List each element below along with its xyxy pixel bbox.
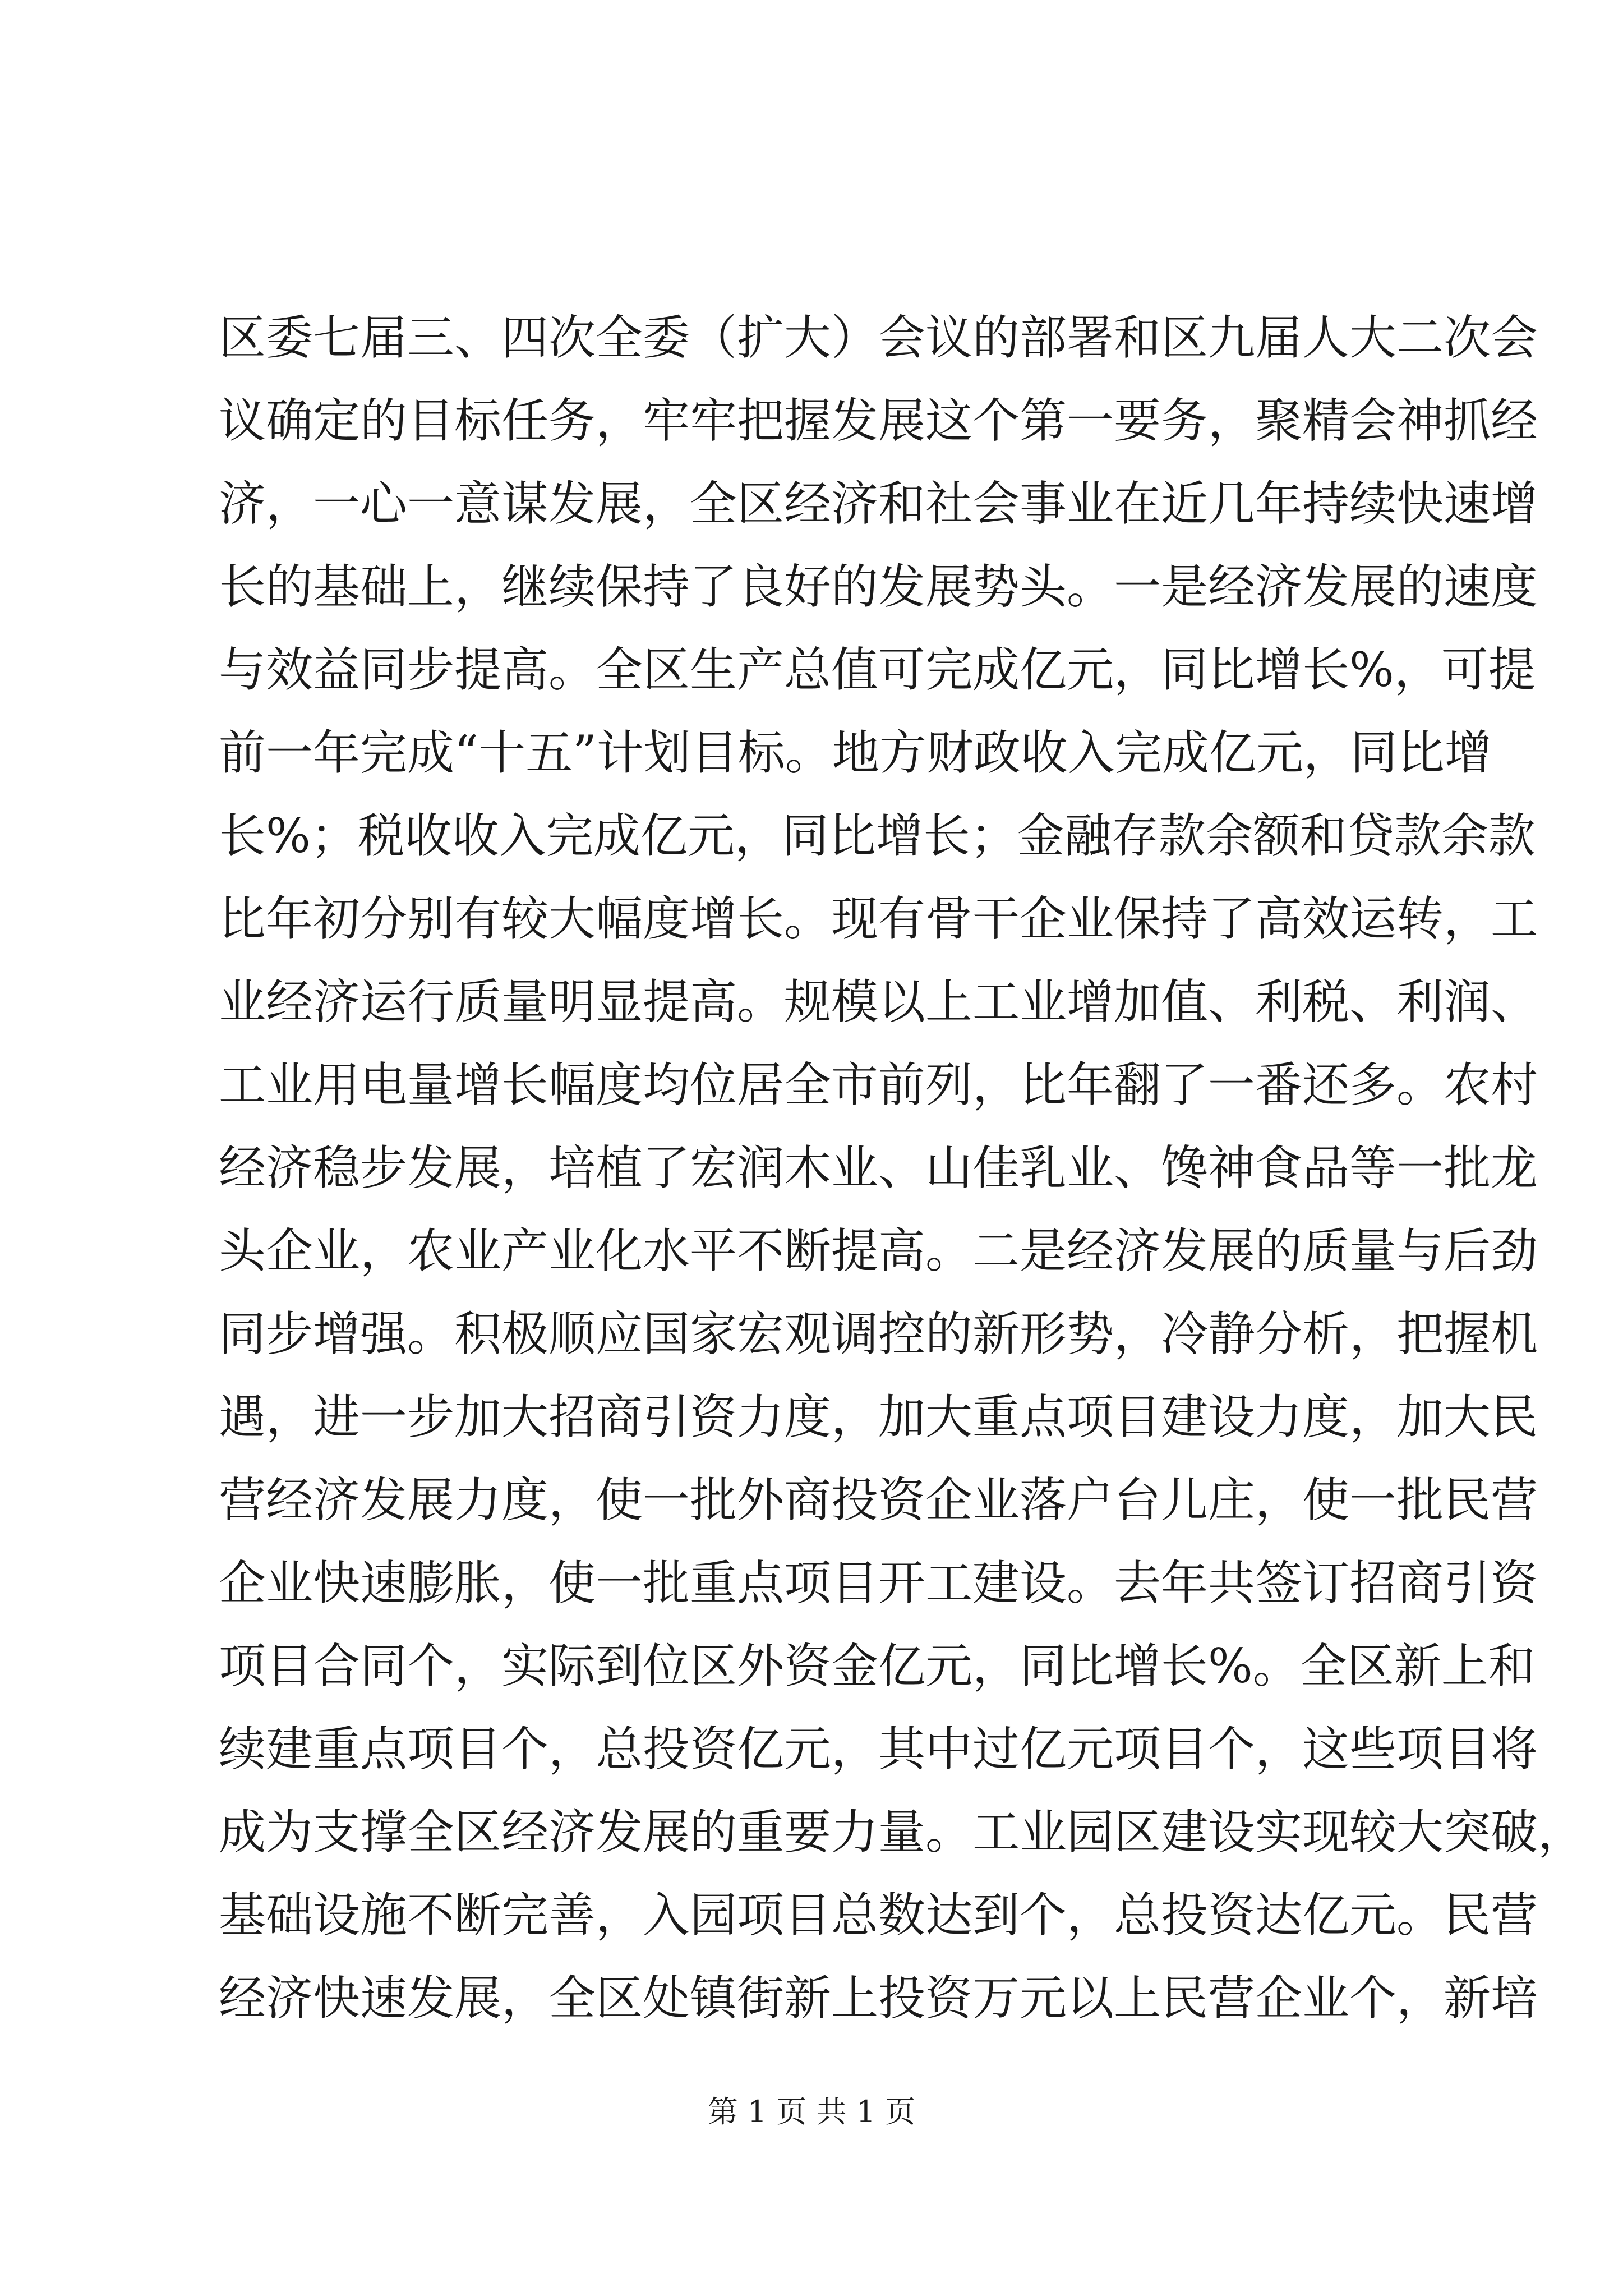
text-line: 经济快速发展，全区处镇街新上投资万元以上民营企业个，新培 bbox=[219, 1971, 1538, 2026]
text-line: 同步增强。积极顺应国家宏观调控的新形势，冷静分析，把握机 bbox=[219, 1306, 1538, 1361]
text-line: 工业用电量增长幅度均位居全市前列，比年翻了一番还多。农村 bbox=[219, 1057, 1538, 1112]
text-line: 长%；税收收入完成亿元，同比增长；金融存款余额和贷款余款 bbox=[219, 808, 1536, 863]
text-line: 议确定的目标任务，牢牢把握发展这个第一要务，聚精会神抓经 bbox=[219, 393, 1538, 448]
text-line: 营经济发展力度，使一批外商投资企业落户台儿庄，使一批民营 bbox=[219, 1473, 1538, 1527]
text-line: 与效益同步提高。全区生产总值可完成亿元，同比增长%，可提 bbox=[219, 642, 1536, 697]
body-text bbox=[219, 296, 1585, 2040]
text-line: 头企业，农业产业化水平不断提高。二是经济发展的质量与后劲 bbox=[219, 1223, 1538, 1278]
text-line: 企业快速膨胀，使一批重点项目开工建设。去年共签订招商引资 bbox=[219, 1556, 1538, 1611]
text-line: 项目合同个，实际到位区外资金亿元，同比增长%。全区新上和 bbox=[219, 1639, 1536, 1694]
text-line: 业经济运行质量明显提高。规模以上工业增加值、利税、利润、 bbox=[219, 974, 1538, 1029]
text-line: 基础设施不断完善，入园项目总数达到个，总投资达亿元。民营 bbox=[219, 1888, 1538, 1943]
text-line: 长的基础上，继续保持了良好的发展势头。一是经济发展的速度 bbox=[219, 559, 1538, 614]
text-line: 济，一心一意谋发展，全区经济和社会事业在近几年持续快速增 bbox=[219, 476, 1538, 531]
page-footer bbox=[0, 2090, 1623, 2134]
text-line: 遇，进一步加大招商引资力度，加大重点项目建设力度，加大民 bbox=[219, 1389, 1538, 1444]
text-line: 续建重点项目个，总投资亿元，其中过亿元项目个，这些项目将 bbox=[219, 1722, 1538, 1777]
text-line: 比年初分别有较大幅度增长。现有骨干企业保持了高效运转，工 bbox=[219, 891, 1538, 946]
text-line: 成为支撑全区经济发展的重要力量。工业园区建设实现较大突破， bbox=[219, 1805, 1585, 1860]
text-line: 前一年完成“十五”计划目标。地方财政收入完成亿元，同比增 bbox=[219, 725, 1492, 780]
text-line: 经济稳步发展，培植了宏润木业、山佳乳业、馋神食品等一批龙 bbox=[219, 1140, 1538, 1195]
page-number: 第 1 页 共 1 页 bbox=[707, 2094, 916, 2129]
text-line: 区委七届三、四次全委（扩大）会议的部署和区九届人大二次会 bbox=[219, 310, 1538, 365]
